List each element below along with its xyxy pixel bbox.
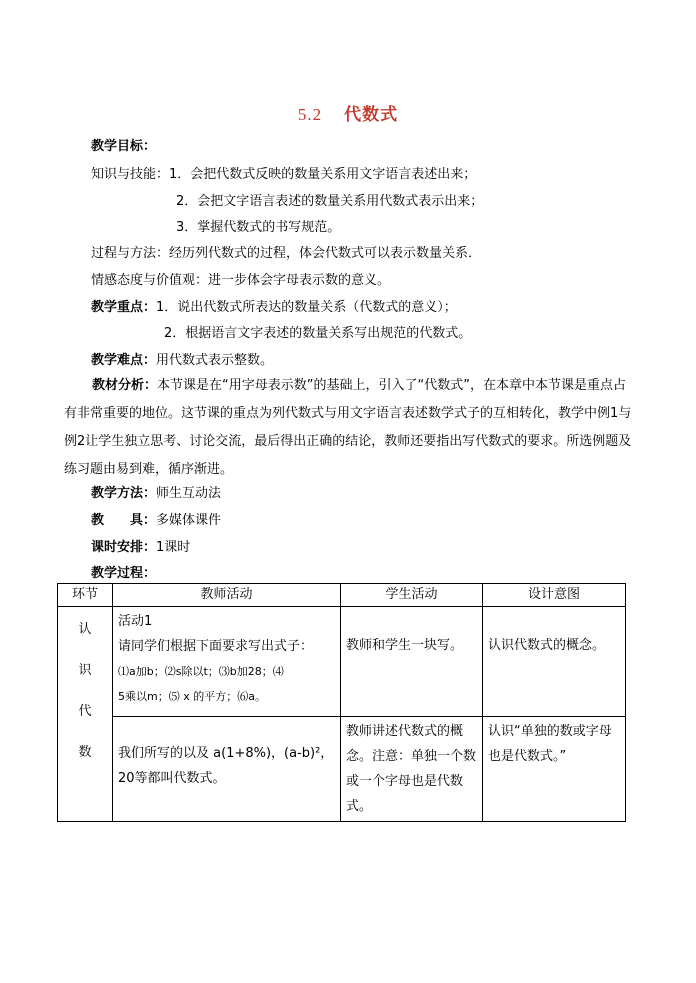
- stage-char-4: 数: [78, 745, 92, 760]
- schedule-line: [91, 538, 190, 558]
- activity-items-1: ⑴a加b；⑵s除以t；⑶b加28；⑷: [118, 665, 284, 678]
- schedule-text: 1课时: [156, 540, 191, 555]
- key-points-line-1: [91, 298, 457, 318]
- key-point-2: 2．根据语言文字表述的数量关系写出规范的代数式。: [164, 326, 472, 341]
- student-activity-2: 教师讲述代数式的概念。注意：单独一个数或一个字母也是代数式。: [341, 717, 483, 822]
- section-name: 代数式: [344, 105, 399, 125]
- stage-char-2: 识: [78, 663, 92, 678]
- lesson-table: [57, 583, 626, 822]
- table-header-row: [58, 584, 626, 607]
- method-line: [91, 484, 221, 504]
- process-heading: 教学过程：: [91, 566, 157, 581]
- tools-line: [91, 511, 221, 531]
- teacher-activity-1: [113, 607, 341, 717]
- header-intent: 设计意图: [483, 584, 626, 607]
- difficulty-line: [91, 351, 273, 371]
- stage-char-3: 代: [78, 704, 92, 719]
- difficulty-label: 教学难点：: [91, 353, 157, 368]
- schedule-label: 课时安排：: [91, 540, 157, 555]
- student-activity-1: 教师和学生一块写。: [341, 607, 483, 717]
- method-text: 师生互动法: [156, 486, 222, 501]
- analysis-text: 本节课是在“用字母表示数”的基础上，引入了“代数式”，在本章中本节课是重点占有非常重要的地位。这节课的重点为列代数式与用文字语言表述数学式子的互相转化，教学中例1与例2让学生独立思考、讨论交流，最后得出正确的结论，教师还要指出写代数式的要求。所选例题及练习题由易到难，循序渐进。: [64, 378, 632, 477]
- analysis-paragraph: [64, 372, 638, 484]
- tools-text: 多媒体课件: [156, 513, 222, 528]
- method-label: 教学方法：: [91, 486, 157, 501]
- teacher-text-line-1: 我们所写的以及 a(1+8%)，(a-b)²，: [118, 746, 334, 761]
- difficulty-text: 用代数式表示整数。: [156, 353, 274, 368]
- key-point-1: 1．说出代数式所表达的数量关系（代数式的意义）；: [156, 300, 457, 315]
- header-teacher: 教师活动: [113, 584, 341, 607]
- design-intent-2: 认识“单独的数或字母也是代数式。”: [483, 717, 626, 822]
- table-row: [58, 607, 626, 717]
- knowledge-item-2: 2．会把文字语言表述的数量关系用代数式表示出来；: [176, 194, 484, 209]
- process-goal: 过程与方法：经历列代数式的过程，体会代数式可以表示数量关系．: [91, 246, 482, 261]
- goals-heading: 教学目标：: [91, 139, 157, 154]
- knowledge-label: 知识与技能：: [91, 167, 170, 182]
- stage-char-1: 认: [78, 622, 92, 637]
- key-points-label: 教学重点：: [91, 300, 157, 315]
- activity-title: 活动1: [118, 614, 153, 629]
- analysis-label: 教材分析：: [92, 378, 158, 393]
- activity-prompt: 请同学们根据下面要求写出式子：: [118, 639, 314, 654]
- knowledge-item-1: 1．会把代数式反映的数量关系用文字语言表述出来；: [169, 167, 477, 182]
- attitude-goal: 情感态度与价值观：进一步体会字母表示数的意义。: [91, 273, 391, 288]
- page-title: [0, 100, 696, 125]
- teacher-text-line-2: 20等都叫代数式。: [118, 771, 226, 786]
- header-student: 学生活动: [341, 584, 483, 607]
- header-stage: 环节: [58, 584, 113, 607]
- stage-cell: [58, 607, 113, 822]
- tools-label: 教 具：: [91, 513, 157, 528]
- knowledge-line-1: [91, 165, 476, 185]
- section-number: 5.2: [297, 105, 323, 124]
- design-intent-1: 认识代数式的概念。: [483, 607, 626, 717]
- knowledge-item-3: 3．掌握代数式的书写规范。: [176, 220, 341, 235]
- activity-items-2: 5乘以m；⑸ x 的平方；⑹a。: [118, 690, 266, 703]
- table-row: [58, 717, 626, 822]
- teacher-activity-2: [113, 717, 341, 822]
